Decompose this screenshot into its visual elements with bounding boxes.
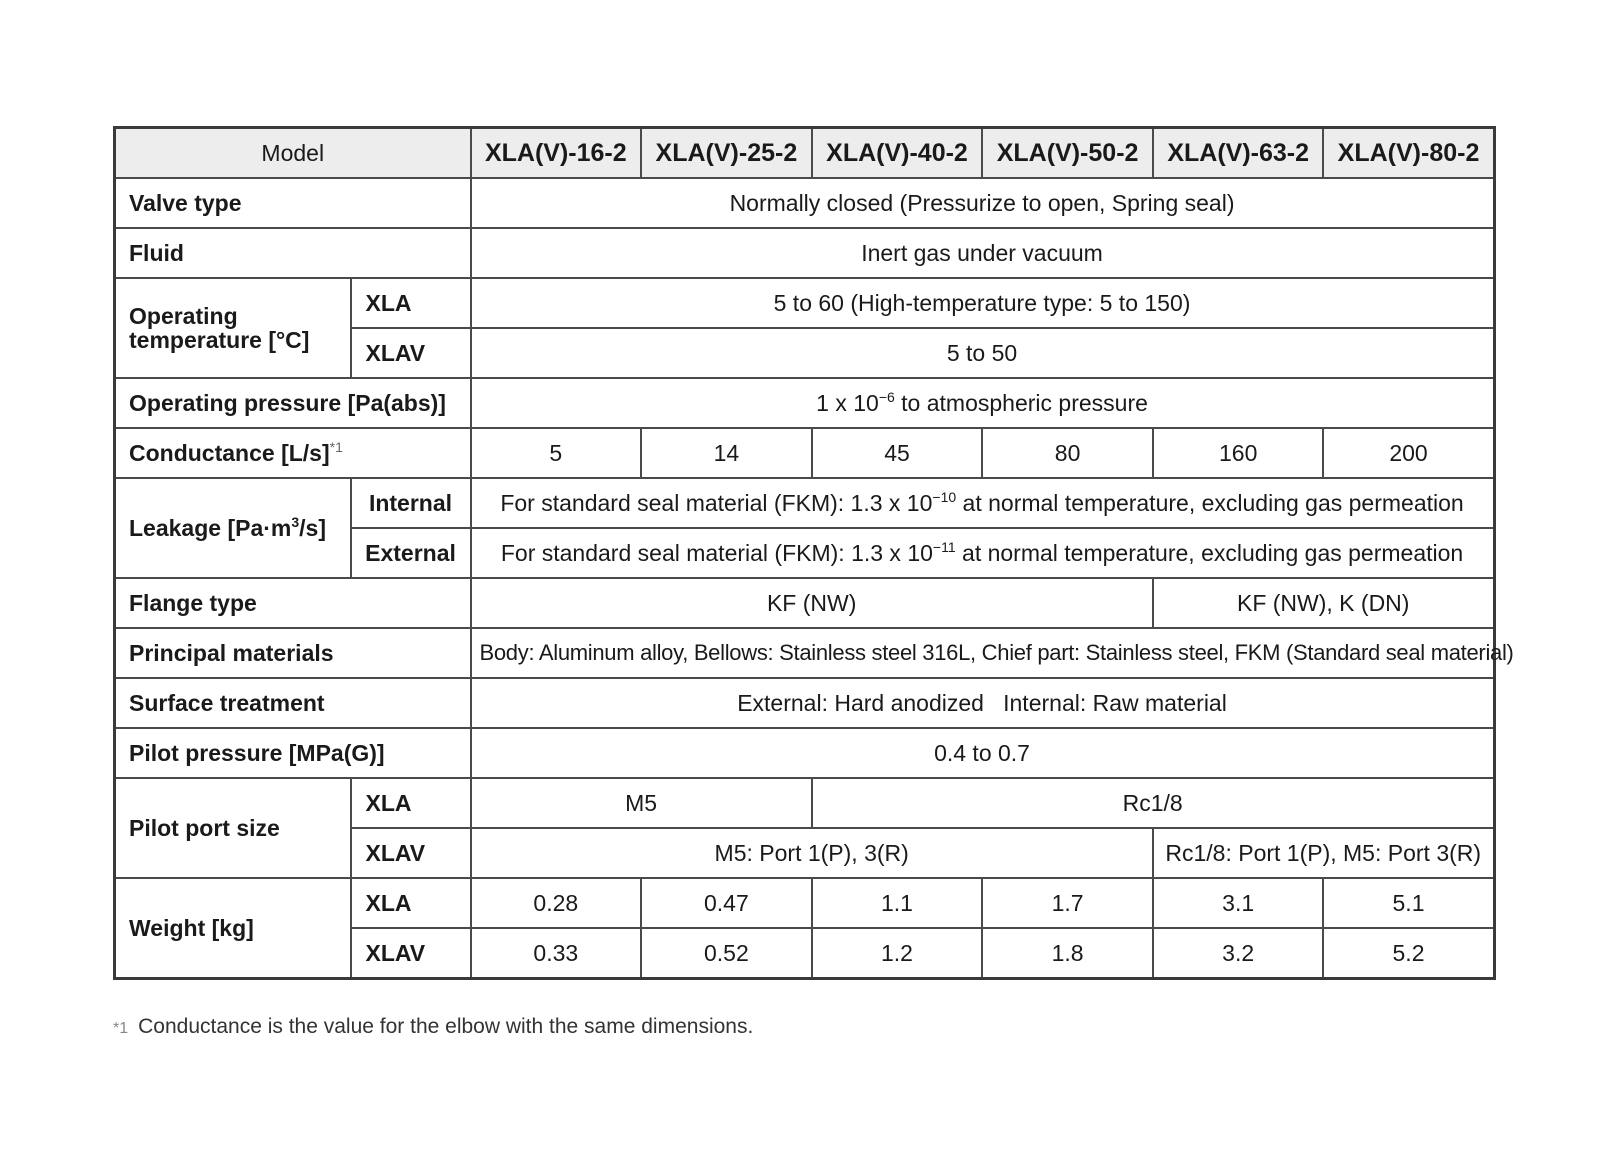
- valve-type-value: Normally closed (Pressurize to open, Spring seal): [471, 178, 1495, 228]
- leakage-internal-exponent: −10: [932, 488, 957, 505]
- leakage-external-exponent: −11: [932, 538, 956, 555]
- pilot-port-size-xlav-label: XLAV: [351, 828, 471, 878]
- operating-pressure-exponent: −6: [878, 388, 895, 405]
- weight-xlav-label: XLAV: [351, 928, 471, 979]
- model-header: XLA(V)-25-2: [641, 128, 812, 179]
- valve-type-label: Valve type: [115, 178, 471, 228]
- fluid-label: Fluid: [115, 228, 471, 278]
- surface-treatment-label: Surface treatment: [115, 678, 471, 728]
- model-header: XLA(V)-40-2: [812, 128, 983, 179]
- model-header: XLA(V)-50-2: [982, 128, 1153, 179]
- pilot-port-size-xla-value-a: M5: [471, 778, 812, 828]
- principal-materials-label: Principal materials: [115, 628, 471, 678]
- leakage-internal-label: Internal: [351, 478, 471, 528]
- principal-materials-value: Body: Aluminum alloy, Bellows: Stainless steel 316L, Chief part: Stainless steel, FKM (Standard seal material): [471, 628, 1495, 678]
- flange-type-value-a: KF (NW): [471, 578, 1153, 628]
- weight-xla-value: 1.1: [812, 878, 983, 928]
- footnote-mark: *1: [113, 1020, 129, 1037]
- model-header: XLA(V)-16-2: [471, 128, 642, 179]
- pilot-port-size-xlav-value-b: Rc1/8: Port 1(P), M5: Port 3(R): [1153, 828, 1494, 878]
- footnote: [113, 1015, 753, 1039]
- header-row: [115, 128, 1495, 179]
- conductance-note-mark: *1: [329, 439, 343, 456]
- leakage-label: [115, 478, 351, 578]
- surface-treatment-value: External: Hard anodized Internal: Raw material: [471, 678, 1495, 728]
- conductance-value: 200: [1323, 428, 1494, 478]
- leakage-label-prefix: Leakage [Pa·m: [129, 514, 292, 541]
- model-label: Model: [115, 128, 471, 179]
- pilot-port-size-xla-label: XLA: [351, 778, 471, 828]
- weight-xla-value: 3.1: [1153, 878, 1324, 928]
- operating-pressure-value: [471, 378, 1495, 428]
- leakage-external-label: External: [351, 528, 471, 578]
- principal-materials-row: [115, 628, 1495, 678]
- weight-xla-label: XLA: [351, 878, 471, 928]
- weight-xlav-value: 1.8: [982, 928, 1153, 979]
- weight-xla-value: 5.1: [1323, 878, 1494, 928]
- leakage-internal-prefix: For standard seal material (FKM): 1.3 x 10: [500, 489, 933, 516]
- conductance-value: 14: [641, 428, 812, 478]
- operating-pressure-label: Operating pressure [Pa(abs)]: [115, 378, 471, 428]
- operating-temperature-xla-row: [115, 278, 1495, 328]
- leakage-external-value: [471, 528, 1495, 578]
- weight-xla-value: 0.28: [471, 878, 642, 928]
- leakage-internal-suffix: at normal temperature, excluding gas permeation: [956, 489, 1464, 516]
- operating-pressure-row: [115, 378, 1495, 428]
- operating-temperature-label: Operating temperature [°C]: [115, 278, 351, 378]
- weight-xlav-value: 5.2: [1323, 928, 1494, 979]
- operating-temperature-xla-label: XLA: [351, 278, 471, 328]
- surface-treatment-row: [115, 678, 1495, 728]
- leakage-external-prefix: For standard seal material (FKM): 1.3 x 10: [500, 539, 933, 566]
- operating-temperature-xlav-label: XLAV: [351, 328, 471, 378]
- leakage-internal-row: [115, 478, 1495, 528]
- model-header: XLA(V)-80-2: [1323, 128, 1494, 179]
- pilot-port-size-xla-row: [115, 778, 1495, 828]
- model-header: XLA(V)-63-2: [1153, 128, 1324, 179]
- conductance-value: 45: [812, 428, 983, 478]
- pilot-port-size-xlav-value-a: M5: Port 1(P), 3(R): [471, 828, 1153, 878]
- operating-pressure-suffix: to atmospheric pressure: [894, 389, 1148, 416]
- fluid-value: Inert gas under vacuum: [471, 228, 1495, 278]
- footnote-text: Conductance is the value for the elbow with the same dimensions.: [138, 1015, 754, 1038]
- operating-pressure-prefix: 1 x 10: [816, 389, 879, 416]
- weight-xlav-value: 0.52: [641, 928, 812, 979]
- leakage-external-suffix: at normal temperature, excluding gas permeation: [955, 539, 1464, 566]
- pilot-pressure-value: 0.4 to 0.7: [471, 728, 1495, 778]
- leakage-label-suffix: /s]: [299, 514, 326, 541]
- conductance-row: [115, 428, 1495, 478]
- leakage-label-exponent: 3: [291, 513, 300, 530]
- fluid-row: [115, 228, 1495, 278]
- specifications-table: [113, 126, 1514, 980]
- weight-label: Weight [kg]: [115, 878, 351, 979]
- conductance-label: [115, 428, 471, 478]
- conductance-value: 160: [1153, 428, 1324, 478]
- operating-temperature-xlav-value: 5 to 50: [471, 328, 1495, 378]
- pilot-pressure-row: [115, 728, 1495, 778]
- weight-xla-row: [115, 878, 1495, 928]
- flange-type-value-b: KF (NW), K (DN): [1153, 578, 1494, 628]
- weight-xlav-value: 1.2: [812, 928, 983, 979]
- flange-type-row: [115, 578, 1495, 628]
- pilot-port-size-xla-value-b: Rc1/8: [812, 778, 1494, 828]
- conductance-label-text: Conductance [L/s]: [129, 440, 330, 467]
- weight-xlav-value: 0.33: [471, 928, 642, 979]
- flange-type-label: Flange type: [115, 578, 471, 628]
- weight-xlav-value: 3.2: [1153, 928, 1324, 979]
- weight-xla-value: 1.7: [982, 878, 1153, 928]
- pilot-port-size-label: Pilot port size: [115, 778, 351, 878]
- operating-temperature-xla-value: 5 to 60 (High-temperature type: 5 to 150): [471, 278, 1495, 328]
- conductance-value: 80: [982, 428, 1153, 478]
- conductance-value: 5: [471, 428, 642, 478]
- weight-xla-value: 0.47: [641, 878, 812, 928]
- valve-type-row: [115, 178, 1495, 228]
- leakage-internal-value: [471, 478, 1495, 528]
- pilot-pressure-label: Pilot pressure [MPa(G)]: [115, 728, 471, 778]
